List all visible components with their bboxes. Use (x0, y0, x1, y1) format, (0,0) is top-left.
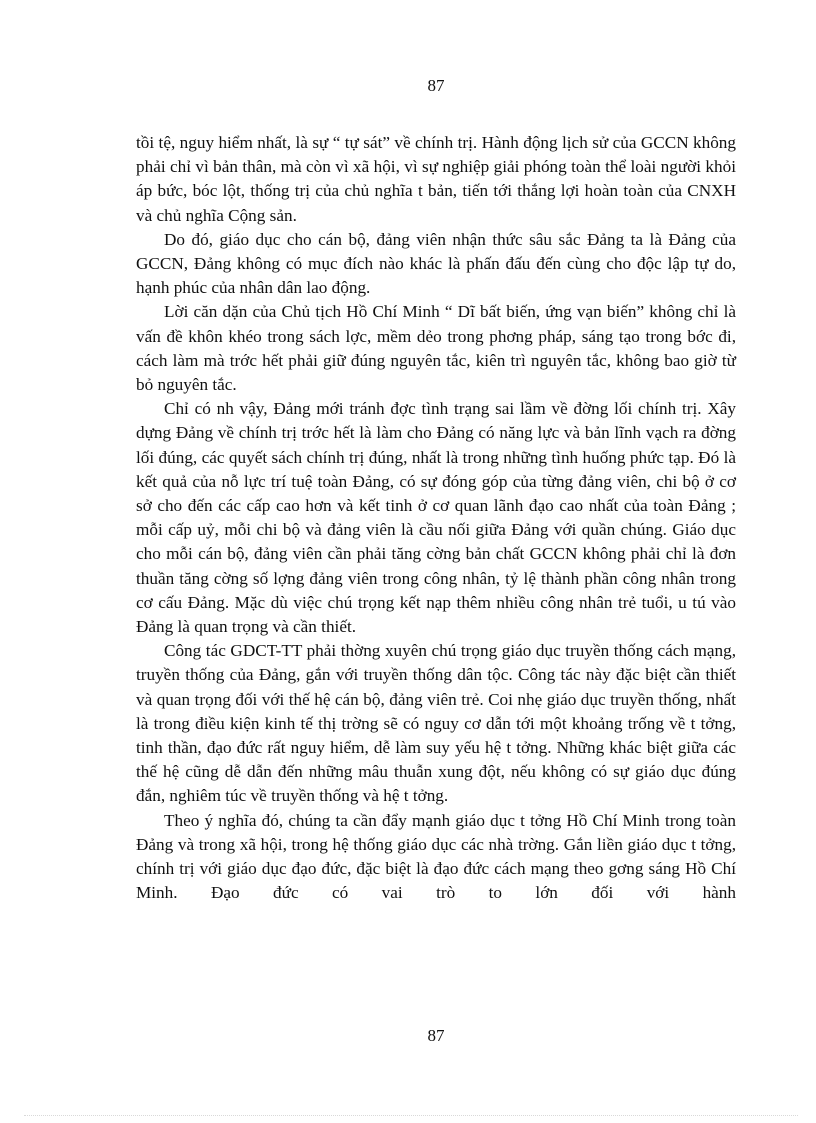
page-edge-divider (24, 1115, 798, 1116)
page-number-bottom: 87 (427, 1026, 445, 1045)
paragraph: tồi tệ, nguy hiểm nhất, là sự “ tự sát” về chính trị. Hành động lịch sử của GCCN không phải chỉ vì bản thân, mà còn vì xã hội, vì sự nghiệp giải phóng toàn thể loài người khỏi áp bức, bóc lột, thống trị của chủ nghĩa t bản, tiến tới thắng lợi hoàn toàn của CNXH và chủ nghĩa Cộng sản. (136, 133, 736, 225)
paragraph: Lời căn dặn của Chủ tịch Hồ Chí Minh “ Dĩ bất biến, ứng vạn biến” không chỉ là vấn đề khôn khéo trong sách lợc, mềm dẻo trong phơng pháp, sáng tạo trong bớc đi, cách làm mà trớc hết phải giữ đúng nguyên tắc, kiên trì nguyên tắc, không bao giờ từ bỏ nguyên tắc. (136, 302, 736, 395)
paragraph: Theo ý nghĩa đó, chúng ta cần đẩy mạnh giáo dục t tởng Hồ Chí Minh trong toàn Đảng và trong xã hội, trong hệ thống giáo dục các nhà trờng. Gắn liền giáo dục t tởng, chính trị với giáo dục đạo đức, đặc biệt là đạo đức cách mạng theo gơng sáng Hồ Chí Minh. Đạo đức có vai trò to lớn đối với hành (136, 810, 736, 903)
body-text (136, 131, 736, 906)
paragraph: Do đó, giáo dục cho cán bộ, đảng viên nhận thức sâu sắc Đảng ta là Đảng của GCCN, Đảng không có mục đích nào khác là phấn đấu đến cùng cho độc lập tự do, hạnh phúc của nhân dân lao động. (136, 229, 736, 298)
paragraph: Chỉ có nh vậy, Đảng mới tránh đợc tình trạng sai lầm về đờng lối chính trị. Xây dựng Đảng về chính trị trớc hết là làm cho Đảng có năng lực và bản lĩnh vạch ra đờng lối đúng, các quyết sách chính trị đúng, nhất là trong những tình huống phức tạp. Đó là kết quả của nỗ lực trí tuệ toàn Đảng, có sự đóng góp của từng đảng viên, chi bộ ở cơ sở cho đến các cấp cao hơn và kết tinh ở cơ quan lãnh đạo cao nhất của toàn Đảng ; mỗi cấp uỷ, mỗi chi bộ và đảng viên là cầu nối giữa Đảng với quần chúng. Giáo dục cho mỗi cán bộ, đảng viên cần phải tăng cờng bản chất GCCN không phải chỉ là đơn thuần tăng cờng số lợng đảng viên trong công nhân, tỷ lệ thành phần công nhân trong cơ cấu Đảng. Mặc dù việc chú trọng kết nạp thêm nhiều công nhân trẻ tuổi, u tú vào Đảng là quan trọng và cần thiết. (136, 399, 736, 637)
page-number-top: 87 (427, 76, 445, 95)
paragraph: Công tác GDCT-TT phải thờng xuyên chú trọng giáo dục truyền thống cách mạng, truyền thống của Đảng, gắn với truyền thống dân tộc. Công tác này đặc biệt cần thiết và quan trọng đối với thế hệ cán bộ, đảng viên trẻ. Coi nhẹ giáo dục truyền thống, nhất là trong điều kiện kinh tế thị trờng sẽ có nguy cơ dẫn tới một khoảng trống về t tởng, tinh thần, đạo đức rất nguy hiểm, dễ làm suy yếu hệ t tởng. Những khác biệt giữa các thế hệ cũng dễ dẫn đến những mâu thuẫn xung đột, nếu không có sự giáo dục đúng đắn, nghiêm túc về truyền thống và hệ t tởng. (136, 641, 736, 806)
